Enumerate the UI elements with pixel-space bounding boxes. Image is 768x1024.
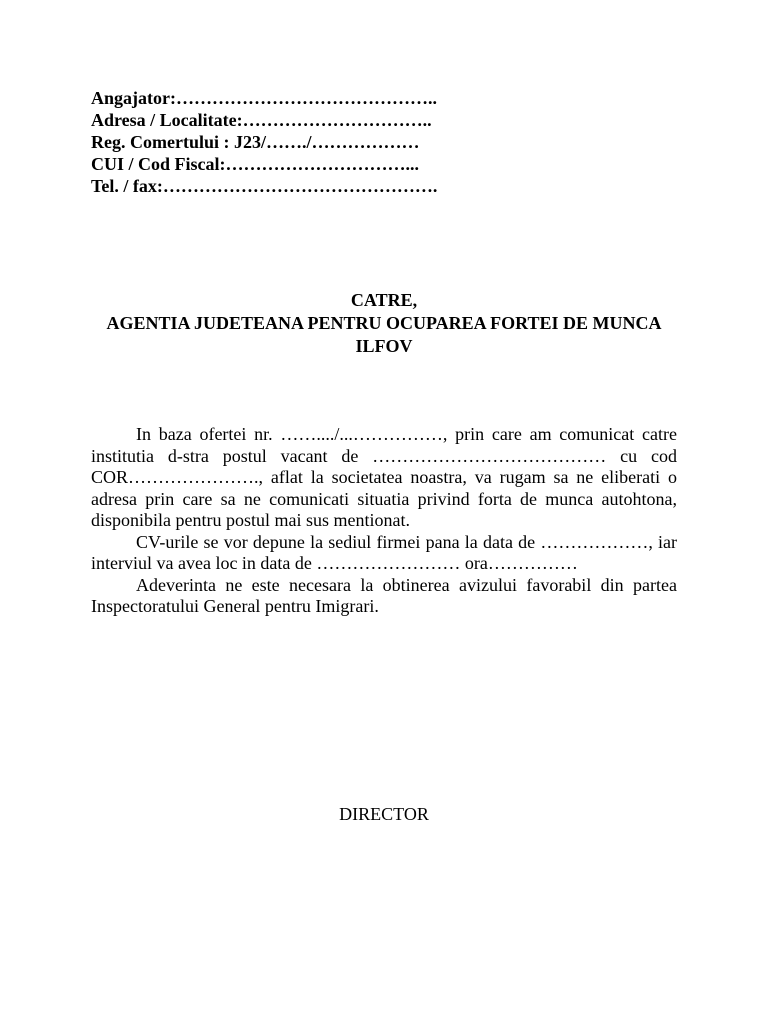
address-line: Adresa / Localitate:………………………….. xyxy=(91,110,432,130)
employer-header xyxy=(91,87,571,197)
signature-title: DIRECTOR xyxy=(339,804,429,824)
employer-line: Angajator:…………………………………….. xyxy=(91,88,437,108)
letter-body xyxy=(91,424,677,618)
body-paragraph-1: In baza ofertei nr. ……..../...……………, prin care am comunicat catre institutia d-stra postul vacant de ………………………………… cu cod COR…………………., aflat la societatea noastra, va rugam sa ne eliberati o adresa prin care sa ne comunicati situatia privind forta de munca autohtona, disponibila pentru postul mai sus mentionat. xyxy=(91,424,677,530)
tax-id-line: CUI / Cod Fiscal:…………………………... xyxy=(91,154,419,174)
body-paragraph-2: CV-urile se vor depune la sediul firmei pana la data de ………………, iar interviul va avea loc in data de …………………… ora…………… xyxy=(91,531,677,573)
trade-register-line: Reg. Comertului : J23/……./……………… xyxy=(91,132,420,152)
phone-fax-line: Tel. / fax:………………………………………. xyxy=(91,176,438,196)
recipient-line-1: CATRE, xyxy=(350,290,418,310)
recipient-line-2: AGENTIA JUDETEANA PENTRU OCUPAREA FORTEI DE MUNCA ILFOV xyxy=(106,313,662,356)
body-paragraph-3: Adeverinta ne este necesara la obtinerea avizului favorabil din partea Inspectoratului General pentru Imigrari. xyxy=(91,574,677,616)
recipient-heading xyxy=(91,289,677,358)
